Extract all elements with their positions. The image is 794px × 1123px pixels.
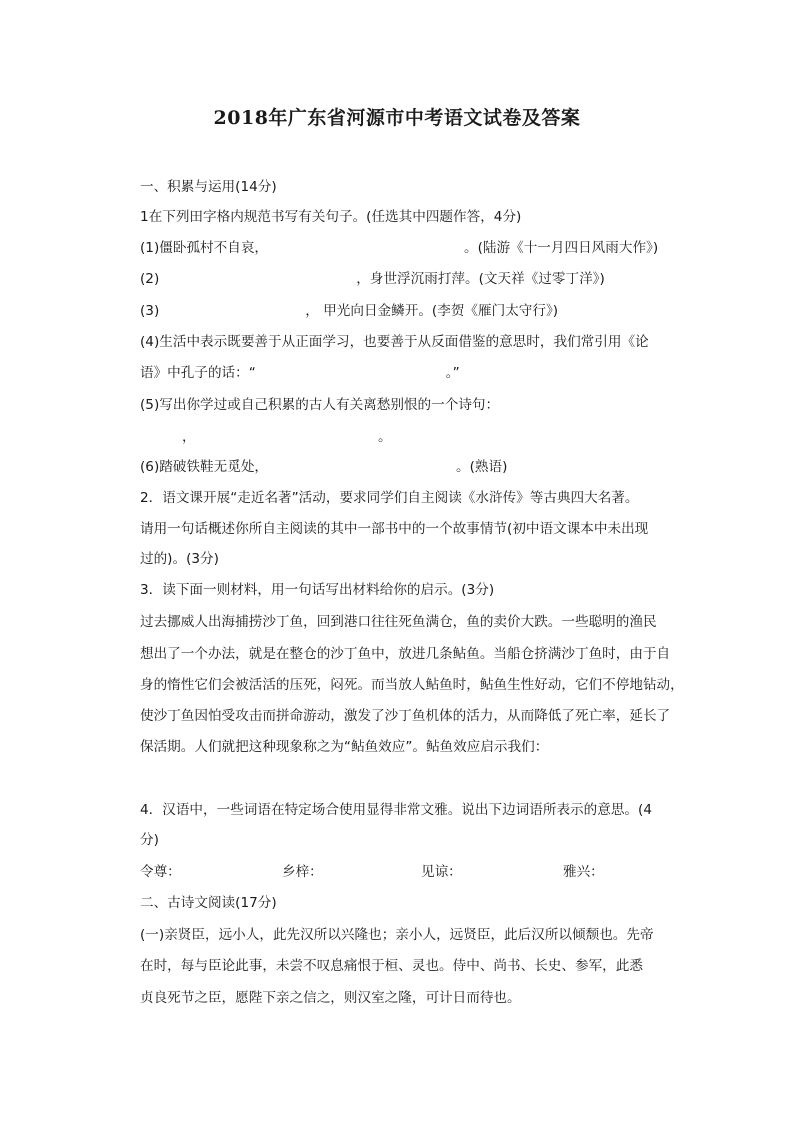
question-3-prompt: 3．读下面一则材料，用一句话写出材料给你的启示。(3分) bbox=[140, 582, 495, 598]
passage-line-3: 贞良死节之臣，愿陛下亲之信之，则汉室之隆，可计日而待也。 bbox=[140, 990, 521, 1006]
question-1-item-4-line-2 bbox=[140, 364, 460, 382]
item-text: (2) bbox=[140, 271, 160, 287]
question-1-intro: 1在下列田字格内规范书写有关句子。(任选其中四题作答，4分) bbox=[140, 209, 522, 225]
word-xiangzi: 乡梓： bbox=[282, 864, 323, 880]
question-1-item-6 bbox=[140, 458, 507, 476]
material-line-2: 想出了一个办法，就是在整仓的沙丁鱼中，放进几条鲇鱼。当船仓挤满沙丁鱼时，由于自 bbox=[140, 646, 671, 662]
material-line-4: 使沙丁鱼因怕受攻击而拼命游动，激发了沙丁鱼机体的活力，从而降低了死亡率，延长了 bbox=[140, 708, 671, 724]
item-text: (3) bbox=[140, 303, 160, 319]
question-2-line-1: 2．语文课开展“走近名著”活动，要求同学们自主阅读《水浒传》等古典四大名著。 bbox=[140, 490, 639, 506]
item-text: (6)踏破铁鞋无觅处， bbox=[140, 459, 269, 475]
word-yaxing: 雅兴： bbox=[563, 864, 604, 880]
answer-comma: ， bbox=[182, 429, 196, 445]
question-2-line-2: 请用一句话概述你所自主阅读的其中一部书中的一个故事情节(初中语文课本中未出现 bbox=[140, 521, 649, 537]
word-jianliang: 见谅： bbox=[421, 864, 462, 880]
item-source: 。(熟语) bbox=[456, 459, 508, 475]
item-text: (1)僵卧孤村不自哀， bbox=[140, 240, 269, 256]
question-1-item-3 bbox=[140, 302, 558, 320]
passage-line-1: (一)亲贤臣，远小人，此先汉所以兴隆也；亲小人，远贤臣，此后汉所以倾颓也。先帝 bbox=[140, 927, 654, 943]
page-title: 2018年广东省河源市中考语文试卷及答案 bbox=[213, 107, 581, 129]
word-lingzun: 令尊： bbox=[140, 864, 181, 880]
item-source: ， 甲光向日金鳞开。(李贺《雁门太守行》) bbox=[305, 303, 559, 319]
material-line-5: 保活期。人们就把这种现象称之为“鲇鱼效应”。鲇鱼效应启示我们： bbox=[140, 739, 549, 755]
question-4-line-1: 4．汉语中，一些词语在特定场合使用显得非常文雅。说出下边词语所表示的意思。(4 bbox=[140, 802, 652, 818]
question-4-line-2: 分) bbox=[140, 832, 159, 848]
item-text-end: 。” bbox=[445, 365, 460, 381]
material-line-3: 身的惰性它们会被活活的压死，闷死。而当放人鲇鱼时，鲇鱼生性好动，它们不停地钻动， bbox=[140, 677, 684, 693]
question-1-item-2 bbox=[140, 270, 605, 288]
material-line-1: 过去挪威人出海捕捞沙丁鱼，回到港口往往死鱼满仓，鱼的卖价大跌。一些聪明的渔民 bbox=[140, 614, 657, 630]
item-source: ，身世浮沉雨打萍。(文天祥《过零丁洋》) bbox=[356, 271, 605, 287]
section-heading: 二、古诗文阅读(17分) bbox=[140, 895, 277, 911]
section-heading: 一、积累与运用(14分) bbox=[140, 179, 277, 195]
question-2-line-3: 过的)。(3分) bbox=[140, 551, 219, 567]
answer-period: 。 bbox=[378, 429, 392, 445]
question-1-item-1 bbox=[140, 239, 658, 257]
passage-line-2: 在时，每与臣论此事，未尝不叹息痛恨于桓、灵也。侍中、尚书、长史、参军，此悉 bbox=[140, 958, 643, 974]
question-1-item-5: (5)写出你学过或自己积累的古人有关离愁别恨的一个诗句： bbox=[140, 397, 500, 413]
question-1-item-4-line-1: (4)生活中表示既要善于从正面学习，也要善于从反面借鉴的意思时，我们常引用《论 bbox=[140, 334, 649, 350]
item-text: 语》中孔子的话：“ bbox=[140, 365, 256, 381]
item-source: 。(陆游《十一月四日风雨大作》) bbox=[464, 240, 659, 256]
